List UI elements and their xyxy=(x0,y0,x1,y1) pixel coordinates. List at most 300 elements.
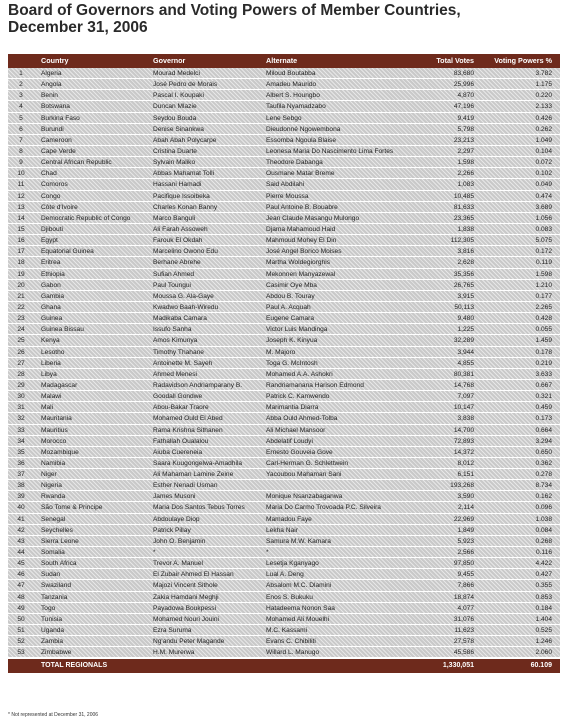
country-cell: Cape Verde xyxy=(41,147,76,155)
row-number: 31 xyxy=(17,404,25,412)
alternate-cell: Lekha Nair xyxy=(266,526,298,534)
total-votes-cell: 35,356 xyxy=(453,270,474,278)
table-row xyxy=(8,335,560,346)
voting-power-cell: 0.104 xyxy=(535,147,552,155)
country-cell: Eritrea xyxy=(41,259,61,267)
table-row xyxy=(8,625,560,636)
alternate-cell: Ali Michael Mansoor xyxy=(266,426,326,434)
country-cell: Democratic Republic of Congo xyxy=(41,214,131,222)
table-row xyxy=(8,391,560,402)
total-votes-cell: 14,372 xyxy=(453,448,474,456)
alternate-cell: Mahmoud Mohey El Din xyxy=(266,237,337,245)
voting-power-cell: 0.667 xyxy=(535,381,552,389)
row-number: 36 xyxy=(17,459,25,467)
alternate-cell: Toga G. McIntosh xyxy=(266,359,318,367)
voting-power-cell: 0.083 xyxy=(535,225,552,233)
voting-power-cell: 0.178 xyxy=(535,348,552,356)
table-row xyxy=(8,146,560,157)
country-cell: Rwanda xyxy=(41,493,66,501)
alternate-cell: Eugene Camara xyxy=(266,315,315,323)
table-row xyxy=(8,547,560,558)
governor-cell: Abah Abah Polycarpe xyxy=(153,136,217,144)
row-number: 42 xyxy=(17,526,25,534)
total-votes-cell: 4,855 xyxy=(457,359,474,367)
country-cell: Tunisia xyxy=(41,615,63,623)
total-votes-cell: 3,838 xyxy=(457,415,474,423)
table-row xyxy=(8,313,560,324)
total-votes-cell: 50,113 xyxy=(454,303,474,311)
table-row xyxy=(8,436,560,447)
row-number: 15 xyxy=(17,225,25,233)
alternate-cell: Lesetja Kganyago xyxy=(266,560,319,568)
country-cell: Central African Republic xyxy=(41,159,112,167)
table-row xyxy=(8,569,560,580)
total-votes-cell: 23,365 xyxy=(453,214,474,222)
total-votes-cell: 2,566 xyxy=(457,549,474,557)
row-number: 20 xyxy=(17,281,25,289)
row-number: 50 xyxy=(17,615,25,623)
alternate-cell: José Angel Borico Moises xyxy=(266,248,342,256)
alternate-cell: Maria Do Carmo Trovoada P.C. Silveira xyxy=(266,504,381,512)
governor-cell: Ng'andu Peter Magande xyxy=(153,638,225,646)
governor-cell: Patrick Pillay xyxy=(153,526,191,534)
alternate-cell: Paul Antoine B. Bouabre xyxy=(266,203,338,211)
country-cell: Nigeria xyxy=(41,482,62,490)
country-cell: Tanzania xyxy=(41,593,68,601)
table-row xyxy=(8,235,560,246)
governor-cell: * xyxy=(153,549,156,557)
governor-cell: Seydou Bouda xyxy=(153,114,197,122)
governor-cell: Zakia Hamdani Meghji xyxy=(153,593,219,601)
voting-power-cell: 0.049 xyxy=(535,181,552,189)
governor-cell: Marco Banguli xyxy=(153,214,196,222)
alternate-cell: Mekonnen Manyazewal xyxy=(266,270,336,278)
governor-cell: Rama Krishna Sithanen xyxy=(153,426,223,434)
table-row xyxy=(8,124,560,135)
country-cell: Gabon xyxy=(41,281,61,289)
country-cell: Swaziland xyxy=(41,582,72,590)
alternate-cell: Albert S. Houngbo xyxy=(266,92,320,100)
total-votes-cell: 80,381 xyxy=(453,370,474,378)
governors-table xyxy=(8,54,560,673)
total-votes-cell: 14,768 xyxy=(453,381,474,389)
voting-power-cell: 0.362 xyxy=(535,459,552,467)
governor-cell: Goodall Gondwe xyxy=(153,393,203,401)
country-cell: Madagascar xyxy=(41,381,78,389)
total-votes-cell: 14,700 xyxy=(453,426,474,434)
table-row xyxy=(8,469,560,480)
voting-power-cell: 0.355 xyxy=(535,582,552,590)
total-votes-cell: 2,266 xyxy=(457,170,474,178)
table-row xyxy=(8,514,560,525)
total-votes-cell: 3,816 xyxy=(457,248,474,256)
alternate-cell: Samura M.W. Kamara xyxy=(266,537,331,545)
row-number: 34 xyxy=(17,437,25,445)
table-row xyxy=(8,347,560,358)
governor-cell: Trevor A. Manuel xyxy=(153,560,203,568)
table-row xyxy=(8,558,560,569)
voting-power-cell: 0.072 xyxy=(535,159,552,167)
country-cell: Malawi xyxy=(41,393,62,401)
voting-power-cell: 0.173 xyxy=(535,415,552,423)
governor-cell: Cristina Duarte xyxy=(153,147,197,155)
table-row xyxy=(8,179,560,190)
row-number: 35 xyxy=(17,448,25,456)
row-number: 44 xyxy=(17,549,25,557)
country-cell: Comoros xyxy=(41,181,68,189)
header-country: Country xyxy=(41,56,69,65)
total-votes-cell: 7,866 xyxy=(457,582,474,590)
governor-cell: Sufian Ahmed xyxy=(153,270,195,278)
total-votes-cell: 18,874 xyxy=(453,593,474,601)
row-number: 48 xyxy=(17,593,25,601)
total-votes-cell: 5,923 xyxy=(457,537,474,545)
row-number: 37 xyxy=(17,471,25,479)
table-row xyxy=(8,358,560,369)
governor-cell: El Zubair Ahmed El Hassan xyxy=(153,571,234,579)
alternate-cell: Abdou B. Touray xyxy=(266,292,315,300)
voting-power-cell: 0.119 xyxy=(535,259,552,267)
voting-power-cell: 0.096 xyxy=(535,504,552,512)
alternate-cell: Pierre Moussa xyxy=(266,192,309,200)
voting-power-cell: 1.049 xyxy=(535,136,552,144)
row-number: 52 xyxy=(17,638,25,646)
country-cell: Côte d'Ivoire xyxy=(41,203,78,211)
total-votes-cell: 1,849 xyxy=(457,526,474,534)
alternate-cell: Victor Luis Mandinga xyxy=(266,326,328,334)
country-cell: Lesotho xyxy=(41,348,65,356)
table-row xyxy=(8,502,560,513)
table-row xyxy=(8,68,560,79)
row-number: 13 xyxy=(17,203,25,211)
governor-cell: Payadowa Boukpessi xyxy=(153,604,217,612)
voting-power-cell: 0.220 xyxy=(535,92,552,100)
table-row xyxy=(8,269,560,280)
voting-power-cell: 4.422 xyxy=(535,560,552,568)
table-row xyxy=(8,157,560,168)
total-votes-cell: 25,996 xyxy=(453,81,474,89)
country-cell: Algeria xyxy=(41,70,62,77)
row-number: 23 xyxy=(17,315,25,323)
voting-power-cell: 0.321 xyxy=(535,393,552,401)
voting-power-cell: 5.075 xyxy=(535,237,552,245)
table-row xyxy=(8,291,560,302)
governor-cell: Amos Kimunya xyxy=(153,337,198,345)
voting-power-cell: 1.175 xyxy=(535,81,552,89)
total-votes-cell: 2,114 xyxy=(457,504,474,512)
table-row xyxy=(8,614,560,625)
total-votes-cell: 2,297 xyxy=(457,147,474,155)
total-votes-cell: 81,633 xyxy=(453,203,474,211)
row-number: 1 xyxy=(19,70,23,77)
table-row xyxy=(8,369,560,380)
row-number: 39 xyxy=(17,493,25,501)
header-total-votes: Total Votes xyxy=(436,56,474,65)
row-number: 12 xyxy=(17,192,25,200)
row-number: 40 xyxy=(17,504,25,512)
alternate-cell: Miloud Boutabba xyxy=(266,70,316,77)
row-number: 25 xyxy=(17,337,25,345)
row-number: 8 xyxy=(19,147,23,155)
governor-cell: Farouk El Okdah xyxy=(153,237,203,245)
governor-cell: Denise Sinankwa xyxy=(153,125,204,133)
voting-power-cell: 1.246 xyxy=(535,638,552,646)
governor-cell: Hassani Hamadi xyxy=(153,181,202,189)
total-votes-cell: 72,893 xyxy=(453,437,474,445)
table-row xyxy=(8,380,560,391)
table-row xyxy=(8,525,560,536)
total-votes-cell: 3,590 xyxy=(457,493,474,501)
voting-power-cell: 0.474 xyxy=(535,192,552,200)
alternate-cell: Theodore Dabanga xyxy=(266,159,323,167)
header-alternate: Alternate xyxy=(266,56,298,65)
total-votes-cell: 4,077 xyxy=(457,604,474,612)
country-cell: Uganda xyxy=(41,627,65,635)
alternate-cell: * xyxy=(266,549,269,557)
total-votes-cell: 8,012 xyxy=(457,459,474,467)
voting-power-cell: 0.278 xyxy=(535,471,552,479)
country-cell: Ghana xyxy=(41,303,61,311)
total-label: TOTAL REGIONALS xyxy=(41,662,108,670)
governor-cell: Pacifique Issoibeka xyxy=(153,192,210,200)
country-cell: Guinea Bissau xyxy=(41,326,84,334)
country-cell: Sierra Leone xyxy=(41,537,79,545)
voting-power-cell: 0.084 xyxy=(535,526,552,534)
row-number: 3 xyxy=(19,92,23,100)
governor-cell: Ali Farah Assoweh xyxy=(153,225,208,233)
total-votes-cell: 112,305 xyxy=(450,237,474,245)
alternate-cell: Hatadeema Nonon Saa xyxy=(266,604,335,612)
voting-power-cell: 0.116 xyxy=(535,549,552,557)
voting-power-cell: 0.650 xyxy=(535,448,552,456)
total-votes: 1,330,051 xyxy=(442,662,474,670)
alternate-cell: Lene Sebgo xyxy=(266,114,302,122)
governor-cell: Berhane Abrehe xyxy=(153,259,201,267)
total-votes-cell: 27,578 xyxy=(453,638,474,646)
alternate-cell: Absalom M.C. Dlamini xyxy=(266,582,332,590)
table-row xyxy=(8,280,560,291)
alternate-cell: Dieudonné Ngowembona xyxy=(266,125,341,133)
voting-power-cell: 3.294 xyxy=(535,437,552,445)
governor-cell: Abdoulaye Diop xyxy=(153,515,200,523)
title-line-1: Board of Governors and Voting Powers of Member Countries, xyxy=(8,2,461,19)
country-cell: Guinea xyxy=(41,315,63,323)
governor-cell: Kwadwo Baah-Wiredu xyxy=(153,303,219,311)
alternate-cell: Willard L. Manugo xyxy=(266,649,320,657)
country-cell: Mozambique xyxy=(41,448,79,456)
alternate-cell: Randriamanana Harison Edmond xyxy=(266,381,364,389)
total-votes-cell: 32,289 xyxy=(453,337,474,345)
alternate-cell: Jean Claude Masangu Mulongo xyxy=(266,214,360,222)
alternate-cell: Leonesa Maria Do Nascimento Lima Fortes xyxy=(266,147,394,155)
row-number: 6 xyxy=(19,125,23,133)
voting-power-cell: 0.055 xyxy=(535,326,552,334)
alternate-cell: Yacoubou Mahaman Sani xyxy=(266,471,342,479)
voting-power-cell: 1.038 xyxy=(535,515,552,523)
country-cell: Namibia xyxy=(41,459,66,467)
total-votes-cell: 47,196 xyxy=(453,103,474,111)
total-votes-cell: 193,268 xyxy=(450,482,474,490)
governor-cell: Ahmed Menesi xyxy=(153,370,197,378)
total-votes-cell: 9,455 xyxy=(457,571,474,579)
governor-cell: Saara Kuugongelwa-Amadhila xyxy=(153,459,243,467)
voting-power-cell: 0.184 xyxy=(535,604,552,612)
governor-cell: José Pedro de Morais xyxy=(153,81,218,89)
total-voting-powers: 60.109 xyxy=(530,662,552,670)
voting-power-cell: 1.210 xyxy=(535,281,552,289)
row-number: 17 xyxy=(17,248,25,256)
country-cell: Zambia xyxy=(41,638,63,646)
table-row xyxy=(8,113,560,124)
country-cell: Mauritania xyxy=(41,415,72,423)
voting-power-cell: 0.426 xyxy=(535,114,552,122)
governor-cell: Majozi Vincent Sithole xyxy=(153,582,218,590)
row-number: 14 xyxy=(17,214,25,222)
governor-cell: Ali Mahaman Lamine Zeine xyxy=(153,471,234,479)
table-row xyxy=(8,191,560,202)
voting-power-cell: 3.689 xyxy=(535,203,552,211)
row-number: 53 xyxy=(17,649,25,657)
alternate-cell: Lual A. Deng xyxy=(266,571,304,579)
alternate-cell: Enos S. Bukuku xyxy=(266,593,313,601)
table-row xyxy=(8,458,560,469)
country-cell: Equatorial Guinea xyxy=(41,248,94,256)
row-number: 2 xyxy=(19,81,23,89)
row-number: 4 xyxy=(19,103,23,111)
country-cell: Ethiopia xyxy=(41,270,65,278)
governor-cell: John O. Benjamin xyxy=(153,537,206,545)
voting-power-cell: 0.664 xyxy=(535,426,552,434)
country-cell: Botswana xyxy=(41,103,70,111)
governor-cell: Maria Dos Santos Tebus Torres xyxy=(153,504,245,512)
voting-power-cell: 0.428 xyxy=(535,315,552,323)
voting-power-cell: 0.262 xyxy=(535,125,552,133)
voting-power-cell: 0.853 xyxy=(535,593,552,601)
governor-cell: Ezra Suruma xyxy=(153,627,192,635)
country-cell: Libya xyxy=(41,370,57,378)
row-number: 47 xyxy=(17,582,25,590)
country-cell: Senegal xyxy=(41,515,66,523)
row-number: 27 xyxy=(17,359,25,367)
table-row xyxy=(8,302,560,313)
country-cell: Mauritius xyxy=(41,426,68,434)
country-cell: Chad xyxy=(41,170,57,178)
voting-power-cell: 1.598 xyxy=(535,270,552,278)
row-number: 43 xyxy=(17,537,25,545)
governor-cell: Pascal I. Koupaki xyxy=(153,92,204,100)
governor-cell: Issufo Sanha xyxy=(153,326,192,334)
governor-cell: Timothy Thahane xyxy=(153,348,204,356)
row-number: 9 xyxy=(19,159,23,167)
row-number: 45 xyxy=(17,560,25,568)
voting-power-cell: 2.265 xyxy=(535,303,552,311)
voting-power-cell: 3.782 xyxy=(535,70,552,77)
voting-power-cell: 1.459 xyxy=(535,337,552,345)
total-votes-cell: 7,097 xyxy=(457,393,474,401)
alternate-cell: Abba Ould Ahmed-Tolba xyxy=(266,415,338,423)
page-title xyxy=(8,2,568,36)
country-cell: Niger xyxy=(41,471,57,479)
total-votes-cell: 22,969 xyxy=(453,515,474,523)
total-votes-cell: 3,944 xyxy=(457,348,474,356)
country-cell: Angola xyxy=(41,81,62,89)
table-row xyxy=(8,603,560,614)
total-votes-cell: 9,419 xyxy=(457,114,474,122)
alternate-cell: Abdelatif Loudyi xyxy=(266,437,313,445)
row-number: 5 xyxy=(19,114,23,122)
governor-cell: James Musoni xyxy=(153,493,196,501)
alternate-cell: Taufila Nyamadzabo xyxy=(266,103,326,111)
total-votes-cell: 45,586 xyxy=(453,649,474,657)
voting-power-cell: 1.404 xyxy=(535,615,552,623)
country-cell: South Africa xyxy=(41,560,77,568)
voting-power-cell: 0.102 xyxy=(535,170,552,178)
country-cell: Morocco xyxy=(41,437,67,445)
country-cell: Togo xyxy=(41,604,56,612)
alternate-cell: Mohamed A.A. Ashokri xyxy=(266,370,333,378)
governor-cell: Aiuba Cuereneia xyxy=(153,448,203,456)
table-row xyxy=(8,224,560,235)
table-body xyxy=(8,68,560,658)
voting-power-cell: 3.633 xyxy=(535,370,552,378)
table-row xyxy=(8,101,560,112)
row-number: 16 xyxy=(17,237,25,245)
governor-cell: Moussa G. Ala-Gaye xyxy=(153,292,214,300)
table-row xyxy=(8,402,560,413)
total-votes-cell: 97,850 xyxy=(453,560,474,568)
governor-cell: Duncan Mlazie xyxy=(153,103,197,111)
row-number: 32 xyxy=(17,415,25,423)
country-cell: Burundi xyxy=(41,125,64,133)
row-number: 33 xyxy=(17,426,25,434)
alternate-cell: Essomba Ngoula Blaise xyxy=(266,136,337,144)
alternate-cell: Joseph K. Kinyua xyxy=(266,337,318,345)
row-number: 41 xyxy=(17,515,25,523)
table-row xyxy=(8,90,560,101)
voting-power-cell: 0.177 xyxy=(535,292,552,300)
alternate-cell: Martha Woldegiorghis xyxy=(266,259,331,267)
row-number: 51 xyxy=(17,627,25,635)
alternate-cell: M.C. Kassami xyxy=(266,627,308,635)
table-row xyxy=(8,480,560,491)
alternate-cell: Carl-Herman G. Schlettwein xyxy=(266,459,349,467)
voting-power-cell: 2.060 xyxy=(535,649,552,657)
row-number: 30 xyxy=(17,393,25,401)
governor-cell: Sylvain Maliko xyxy=(153,159,196,167)
country-cell: Djibouti xyxy=(41,225,63,233)
governor-cell: Charles Konan Banny xyxy=(153,203,218,211)
header-governor: Governor xyxy=(153,56,186,65)
table-row xyxy=(8,536,560,547)
total-votes-cell: 2,628 xyxy=(457,259,474,267)
total-votes-cell: 6,151 xyxy=(457,471,474,479)
voting-power-cell: 0.162 xyxy=(535,493,552,501)
governor-cell: Radavidson Andriamparany B. xyxy=(153,381,243,389)
table-row xyxy=(8,447,560,458)
footnote: * Not represented at December 31, 2006 xyxy=(8,712,99,718)
row-number: 28 xyxy=(17,370,25,378)
country-cell: Liberia xyxy=(41,359,61,367)
alternate-cell: M. Majoro xyxy=(266,348,296,356)
row-number: 26 xyxy=(17,348,25,356)
total-votes-cell: 31,076 xyxy=(453,615,474,623)
total-row xyxy=(8,659,560,673)
row-number: 19 xyxy=(17,270,25,278)
table-row xyxy=(8,647,560,658)
governor-cell: Marcelino Owono Edu xyxy=(153,248,218,256)
governor-cell: Mohamed Ould El Abed xyxy=(153,415,223,423)
title-line-2: December 31, 2006 xyxy=(8,19,148,36)
